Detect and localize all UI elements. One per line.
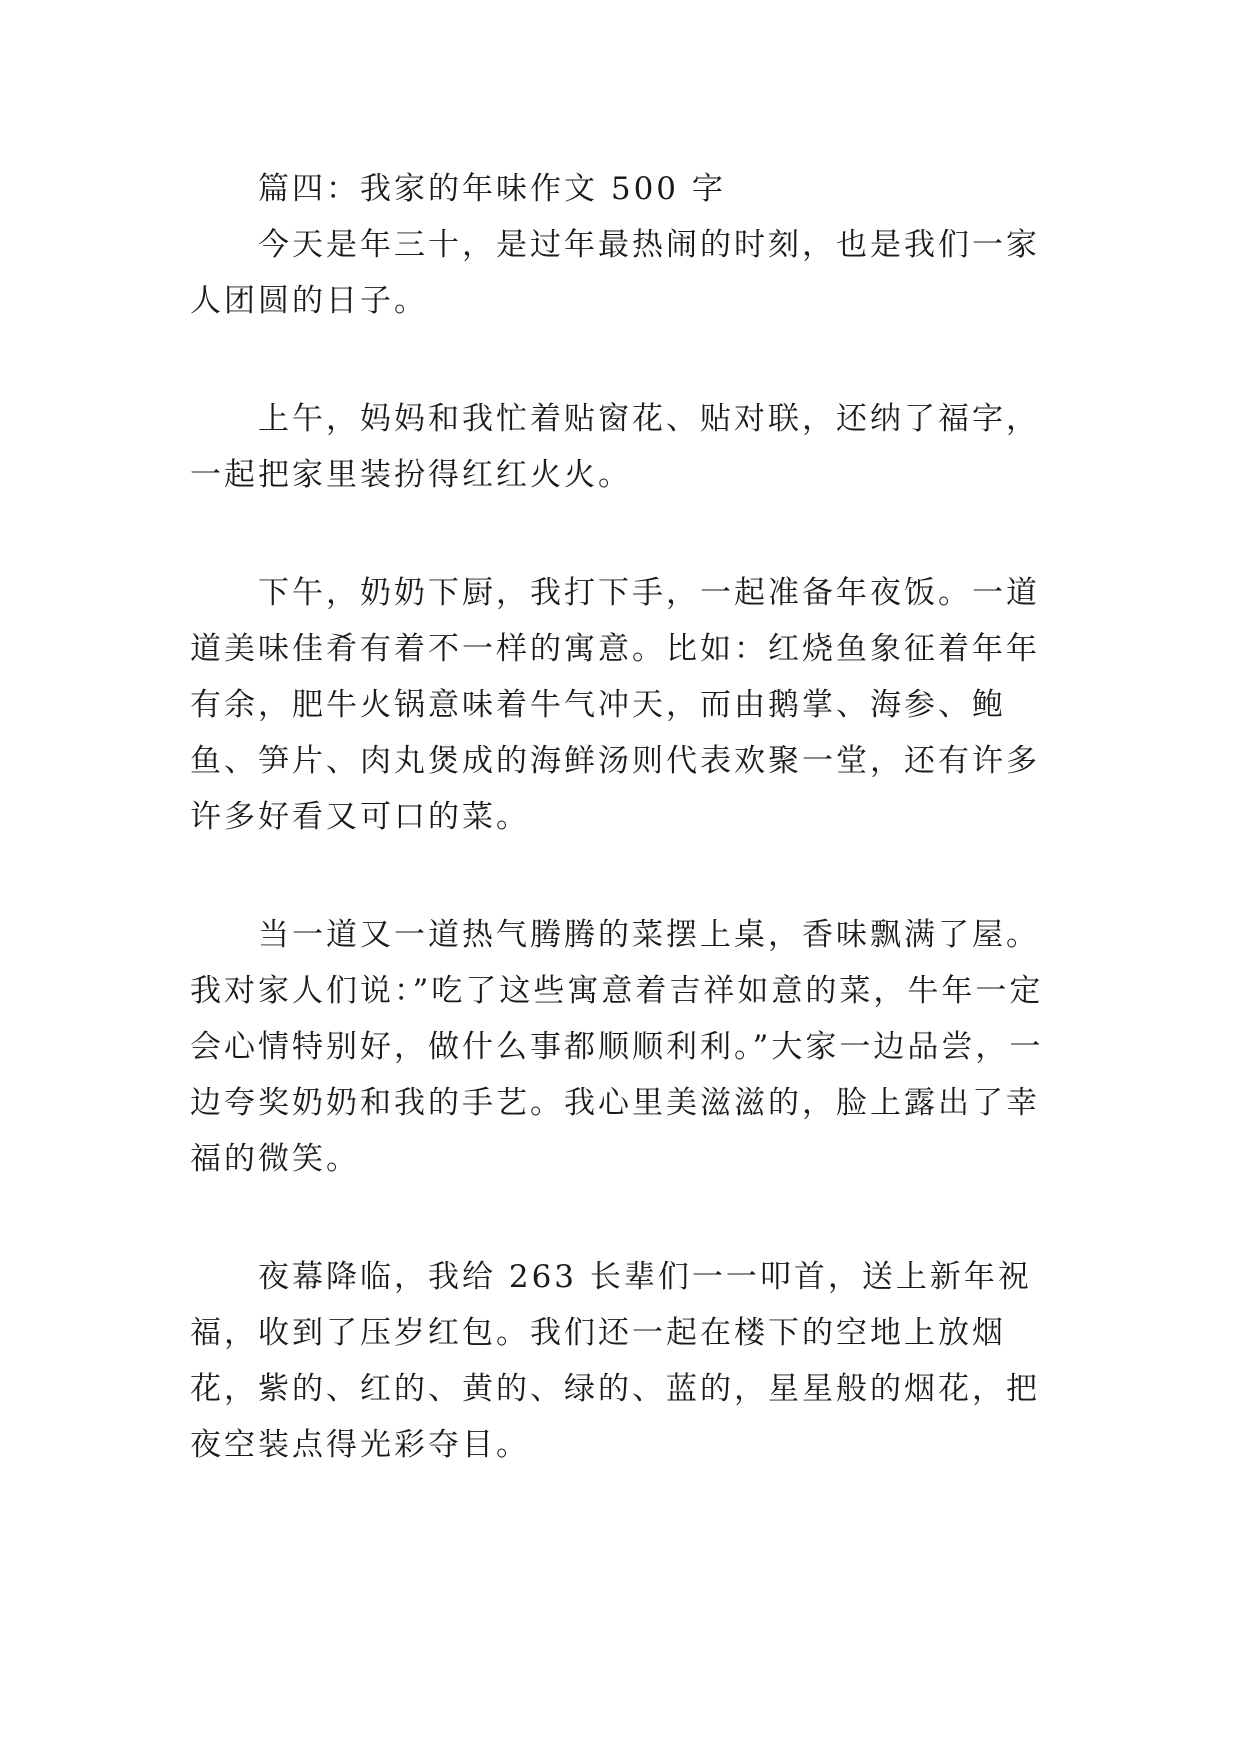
paragraph-1: 今天是年三十，是过年最热闹的时刻，也是我们一家人团圆的日子。 (190, 227, 1040, 319)
paragraph-5: 夜幕降临，我给 263 长辈们一一叩首，送上新年祝福，收到了压岁红包。我们还一起在楼下的空地上放烟花，紫的、红的、黄的、绿的、蓝的，星星般的烟花，把夜空装点得光彩夺目。 (190, 1259, 1040, 1463)
paragraph-3: 下午，奶奶下厨，我打下手，一起准备年夜饭。一道道美味佳肴有着不一样的寓意。比如：红烧鱼象征着年年有余，肥牛火锅意味着牛气冲天，而由鹅掌、海参、鲍鱼、笋片、肉丸煲成的海鲜汤则代表欢聚一堂，还有许多许多好看又可口的菜。 (190, 575, 1040, 835)
essay-title: 篇四：我家的年味作文 500 字 (190, 171, 726, 207)
paragraph-4: 当一道又一道热气腾腾的菜摆上桌，香味飘满了屋。我对家人们说：”吃了这些寓意着吉祥如意的菜，牛年一定会心情特别好，做什么事都顺顺利利。”大家一边品尝，一边夸奖奶奶和我的手艺。我心里美滋滋的，脸上露出了幸福的微笑。 (190, 917, 1044, 1177)
paragraph-2: 上午，妈妈和我忙着贴窗花、贴对联，还纳了福字，一起把家里装扮得红红火火。 (190, 401, 1040, 493)
